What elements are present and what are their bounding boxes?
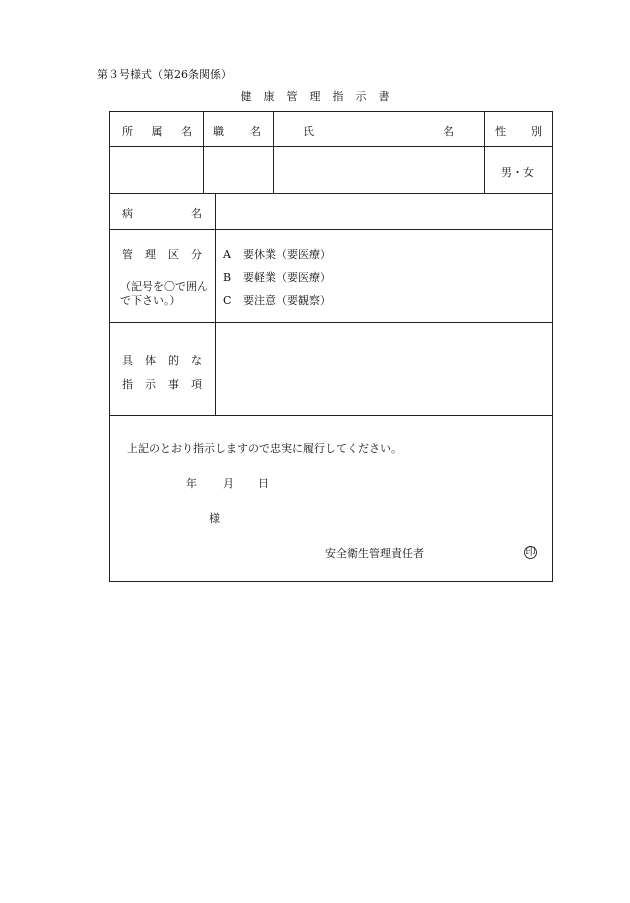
date-day: 日: [258, 477, 269, 490]
label-char: 項: [191, 378, 202, 391]
form-label: 第３号様式（第26条関係）: [97, 68, 232, 81]
footer-statement: 上記のとおり指示しますので忠実に履行してください。: [127, 442, 402, 455]
row-divider: [110, 415, 552, 416]
header-affiliation: [122, 123, 192, 139]
row-divider: [110, 193, 552, 194]
label-char: 属: [151, 125, 163, 138]
header-position: [213, 123, 261, 139]
header-sex: [495, 123, 542, 139]
label-char: 所: [122, 125, 133, 138]
label-char: 区: [168, 248, 179, 261]
officer-title: 安全衛生管理責任者: [325, 547, 424, 560]
label-char: 具: [122, 354, 133, 367]
header-name-right: 名: [443, 125, 454, 138]
label-char: 分: [191, 248, 202, 261]
sex-value[interactable]: 男・女: [501, 166, 534, 179]
label-char: 病: [122, 207, 133, 220]
col-divider: [273, 112, 274, 193]
label-char: 体: [145, 354, 156, 367]
label-char: 職: [213, 125, 224, 138]
label-char: 指: [122, 378, 133, 391]
label-char: 別: [531, 125, 542, 138]
label-char: 性: [495, 125, 506, 138]
label-char: 事: [168, 378, 179, 391]
date-month: 月: [223, 477, 234, 490]
management-note: （記号を〇で囲んで下さい。）: [120, 280, 208, 307]
date-year: 年: [186, 477, 197, 490]
label-char: 管: [122, 248, 133, 261]
document-title: 健康管理指示書: [240, 90, 402, 103]
header-name-left: 氏: [303, 125, 314, 138]
label-char: 理: [145, 248, 156, 261]
label-char: 名: [191, 207, 202, 220]
row-divider: [110, 146, 552, 147]
row-divider: [110, 322, 552, 323]
form-table: [109, 111, 553, 582]
management-option-c[interactable]: C 要注意（要観察）: [223, 294, 331, 307]
label-char: な: [191, 354, 202, 367]
label-char: 名: [250, 125, 261, 138]
row-divider: [110, 229, 552, 230]
management-label: [122, 246, 202, 262]
management-option-a[interactable]: A 要休業（要医療）: [223, 248, 331, 261]
honorific: 様: [209, 512, 220, 525]
label-char: 示: [145, 378, 156, 391]
label-char: 名: [181, 125, 192, 138]
col-divider: [484, 112, 485, 193]
col-divider: [215, 193, 216, 415]
instructions-label-line2: [122, 376, 202, 392]
col-divider: [203, 112, 204, 193]
seal-mark: 印: [525, 547, 536, 558]
label-char: 的: [168, 354, 179, 367]
instructions-label-line1: [122, 352, 202, 368]
management-option-b[interactable]: B 要軽業（要医療）: [223, 271, 331, 284]
disease-label: [122, 205, 202, 221]
